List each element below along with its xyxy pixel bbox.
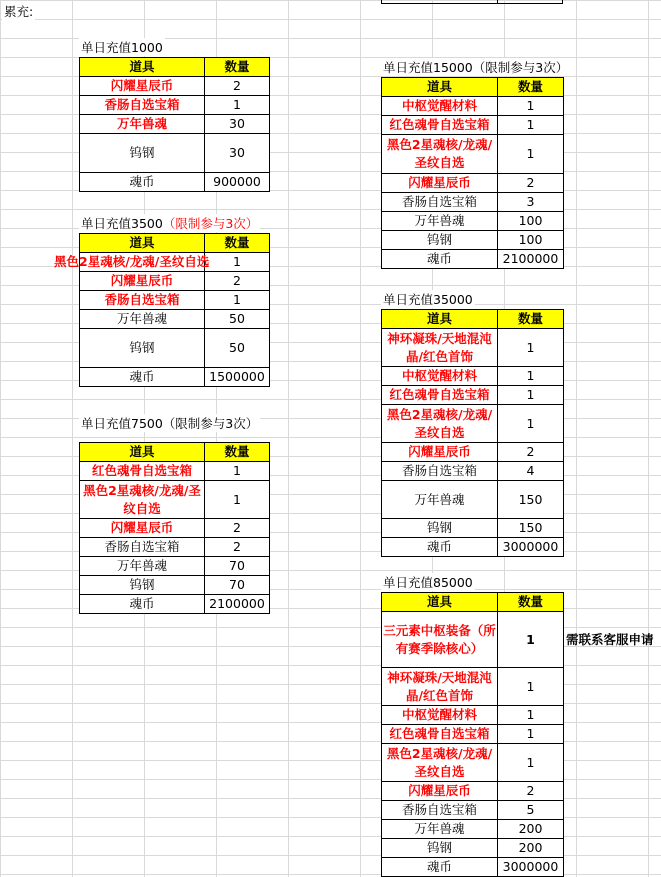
- qty-cell: 30: [205, 134, 270, 173]
- table-row: [80, 272, 270, 291]
- qty-cell: 2: [205, 519, 270, 538]
- tier-15000-table: [381, 77, 564, 269]
- item-cell: 钨钢: [80, 576, 205, 595]
- qty-cell: 3000000: [498, 858, 564, 877]
- col-item-header: 道具: [382, 593, 498, 612]
- qty-cell: 1: [498, 386, 564, 405]
- table-row: [382, 668, 564, 706]
- table-header-row: [382, 593, 564, 612]
- table-row: [382, 744, 564, 782]
- item-cell: 中枢觉醒材料: [382, 97, 498, 116]
- table-row: [80, 576, 270, 595]
- qty-cell: 1500000: [205, 368, 270, 387]
- table-row: [382, 231, 564, 250]
- item-cell: 闪耀星辰币: [382, 174, 498, 193]
- qty-cell: 2: [498, 174, 564, 193]
- tier-15000-title: 单日充值15000（限制参与3次）: [383, 60, 569, 75]
- item-cell: 香肠自选宝箱: [382, 462, 498, 481]
- item-cell: 闪耀星辰币: [382, 443, 498, 462]
- item-cell: 黑色2星魂核/龙魂/圣纹自选: [80, 253, 205, 272]
- table-row: [382, 462, 564, 481]
- item-cell: 钨钢: [80, 134, 205, 173]
- item-cell: 神环凝珠/天地混沌晶/红色首饰: [382, 329, 498, 367]
- item-cell: 万年兽魂: [382, 820, 498, 839]
- col-qty-header: 数量: [205, 443, 270, 462]
- qty-cell: 3: [498, 193, 564, 212]
- col-qty-header: 数量: [498, 310, 564, 329]
- tier-1000-table: [79, 57, 270, 192]
- item-cell: 钨钢: [382, 519, 498, 538]
- qty-cell: 150: [498, 481, 564, 519]
- tier-3500-title: 单日充值3500（限制参与3次）: [81, 216, 259, 231]
- qty-cell: 2: [498, 782, 564, 801]
- item-cell: 魂币: [382, 538, 498, 557]
- table-row: [382, 801, 564, 820]
- tier-1000-title: 单日充值1000: [81, 40, 163, 55]
- table-row: [382, 858, 564, 877]
- table-row: [80, 519, 270, 538]
- item-cell: 万年兽魂: [382, 481, 498, 519]
- item-cell: 闪耀星辰币: [80, 77, 205, 96]
- table-row: [382, 706, 564, 725]
- qty-cell: 5: [498, 801, 564, 820]
- qty-cell: 30: [205, 115, 270, 134]
- cut-table-border: [381, 3, 563, 4]
- table-row: [382, 839, 564, 858]
- qty-cell: 100: [498, 212, 564, 231]
- tier-7500-table: [79, 442, 270, 614]
- qty-cell: 1: [205, 291, 270, 310]
- table-row: [80, 538, 270, 557]
- qty-cell: 4: [498, 462, 564, 481]
- item-cell: 中枢觉醒材料: [382, 706, 498, 725]
- table-row: [382, 193, 564, 212]
- qty-cell: 900000: [205, 173, 270, 192]
- qty-cell: 1: [205, 253, 270, 272]
- item-cell: 香肠自选宝箱: [80, 291, 205, 310]
- item-cell: 三元素中枢装备（所有赛季除核心）: [382, 612, 498, 668]
- qty-cell: 150: [498, 519, 564, 538]
- qty-cell: 2: [498, 443, 564, 462]
- item-cell: 万年兽魂: [80, 115, 205, 134]
- table-row: [80, 329, 270, 368]
- item-cell: 魂币: [80, 595, 205, 614]
- col-item-header: 道具: [382, 310, 498, 329]
- table-row: [382, 405, 564, 443]
- table-row: [382, 443, 564, 462]
- item-cell: 万年兽魂: [382, 212, 498, 231]
- qty-cell: 200: [498, 839, 564, 858]
- table-row: [382, 116, 564, 135]
- table-row: [80, 115, 270, 134]
- item-cell: 钨钢: [382, 839, 498, 858]
- qty-cell: 1: [498, 135, 564, 174]
- item-cell: 钨钢: [382, 231, 498, 250]
- table-row: [382, 97, 564, 116]
- item-cell: 万年兽魂: [80, 310, 205, 329]
- table-row: [80, 368, 270, 387]
- qty-cell: 100: [498, 231, 564, 250]
- item-cell: 万年兽魂: [80, 557, 205, 576]
- item-cell: 香肠自选宝箱: [382, 801, 498, 820]
- item-cell: 香肠自选宝箱: [382, 193, 498, 212]
- qty-cell: 1: [498, 116, 564, 135]
- table-row: [382, 386, 564, 405]
- table-row: [80, 557, 270, 576]
- qty-cell: 50: [205, 310, 270, 329]
- qty-cell: 1: [498, 405, 564, 443]
- qty-cell: 50: [205, 329, 270, 368]
- col-qty-header: 数量: [498, 593, 564, 612]
- item-cell: 魂币: [382, 858, 498, 877]
- qty-cell: 70: [205, 576, 270, 595]
- qty-cell: 70: [205, 557, 270, 576]
- item-cell: 红色魂骨自选宝箱: [80, 462, 205, 481]
- item-cell: 魂币: [80, 173, 205, 192]
- qty-cell: 200: [498, 820, 564, 839]
- tier-7500-title: 单日充值7500（限制参与3次）: [81, 416, 259, 431]
- item-cell: 闪耀星辰币: [382, 782, 498, 801]
- table-row: [80, 462, 270, 481]
- qty-cell: 2: [205, 77, 270, 96]
- tier-35000-title: 单日充值35000: [383, 292, 473, 307]
- qty-cell: 1: [498, 367, 564, 386]
- table-row: [382, 481, 564, 519]
- table-row: [382, 612, 564, 668]
- col-item-header: 道具: [382, 78, 498, 97]
- qty-cell: 2100000: [205, 595, 270, 614]
- table-row: [382, 725, 564, 744]
- col-item-header: 道具: [80, 58, 205, 77]
- table-header-row: [80, 58, 270, 77]
- col-qty-header: 数量: [205, 58, 270, 77]
- table-header-row: [382, 78, 564, 97]
- table-header-row: [382, 310, 564, 329]
- item-cell: 红色魂骨自选宝箱: [382, 725, 498, 744]
- table-row: [80, 253, 270, 272]
- sheet-heading: 累充:: [4, 4, 34, 19]
- item-cell: 钨钢: [80, 329, 205, 368]
- col-item-header: 道具: [80, 234, 205, 253]
- table-row: [80, 481, 270, 519]
- qty-cell: 1: [498, 725, 564, 744]
- item-cell: 神环凝珠/天地混沌晶/红色首饰: [382, 668, 498, 706]
- qty-cell: 2100000: [498, 250, 564, 269]
- qty-cell: 3000000: [498, 538, 564, 557]
- item-cell: 黑色2星魂核/龙魂/圣纹自选: [80, 481, 205, 519]
- qty-cell: 1: [498, 744, 564, 782]
- item-cell: 魂币: [80, 368, 205, 387]
- tier-85000-table: [381, 592, 564, 877]
- qty-cell: 2: [205, 272, 270, 291]
- qty-cell: 1: [205, 481, 270, 519]
- item-cell: 黑色2星魂核/龙魂/圣纹自选: [382, 744, 498, 782]
- tier-35000-table: [381, 309, 564, 557]
- col-item-header: 道具: [80, 443, 205, 462]
- col-qty-header: 数量: [205, 234, 270, 253]
- table-row: [382, 538, 564, 557]
- contact-service-note: 需联系客服申请: [566, 632, 654, 647]
- tier-85000-title: 单日充值85000: [383, 575, 473, 590]
- item-cell: 魂币: [382, 250, 498, 269]
- item-cell: 中枢觉醒材料: [382, 367, 498, 386]
- table-row: [382, 820, 564, 839]
- qty-cell: 2: [205, 538, 270, 557]
- item-cell: 黑色2星魂核/龙魂/圣纹自选: [382, 135, 498, 174]
- table-row: [382, 782, 564, 801]
- table-row: [382, 329, 564, 367]
- table-row: [382, 212, 564, 231]
- table-row: [80, 173, 270, 192]
- item-cell: 闪耀星辰币: [80, 272, 205, 291]
- table-header-row: [80, 234, 270, 253]
- item-cell: 红色魂骨自选宝箱: [382, 386, 498, 405]
- table-row: [382, 174, 564, 193]
- item-cell: 黑色2星魂核/龙魂/圣纹自选: [382, 405, 498, 443]
- table-row: [80, 77, 270, 96]
- table-row: [80, 291, 270, 310]
- qty-cell: 1: [498, 97, 564, 116]
- tier-3500-table: [54, 233, 270, 387]
- col-qty-header: 数量: [498, 78, 564, 97]
- qty-cell: 1: [498, 706, 564, 725]
- item-cell: 香肠自选宝箱: [80, 538, 205, 557]
- item-cell: 红色魂骨自选宝箱: [382, 116, 498, 135]
- table-row: [382, 367, 564, 386]
- table-row: [80, 595, 270, 614]
- table-row: [382, 519, 564, 538]
- table-row: [80, 96, 270, 115]
- table-row: [382, 250, 564, 269]
- qty-cell: 1: [498, 612, 564, 668]
- table-header-row: [80, 443, 270, 462]
- qty-cell: 1: [498, 329, 564, 367]
- item-cell: 香肠自选宝箱: [80, 96, 205, 115]
- qty-cell: 1: [205, 96, 270, 115]
- table-row: [80, 310, 270, 329]
- limit-note: （限制参与3次）: [162, 216, 259, 231]
- table-row: [382, 135, 564, 174]
- qty-cell: 1: [205, 462, 270, 481]
- qty-cell: 1: [498, 668, 564, 706]
- item-cell: 闪耀星辰币: [80, 519, 205, 538]
- table-row: [80, 134, 270, 173]
